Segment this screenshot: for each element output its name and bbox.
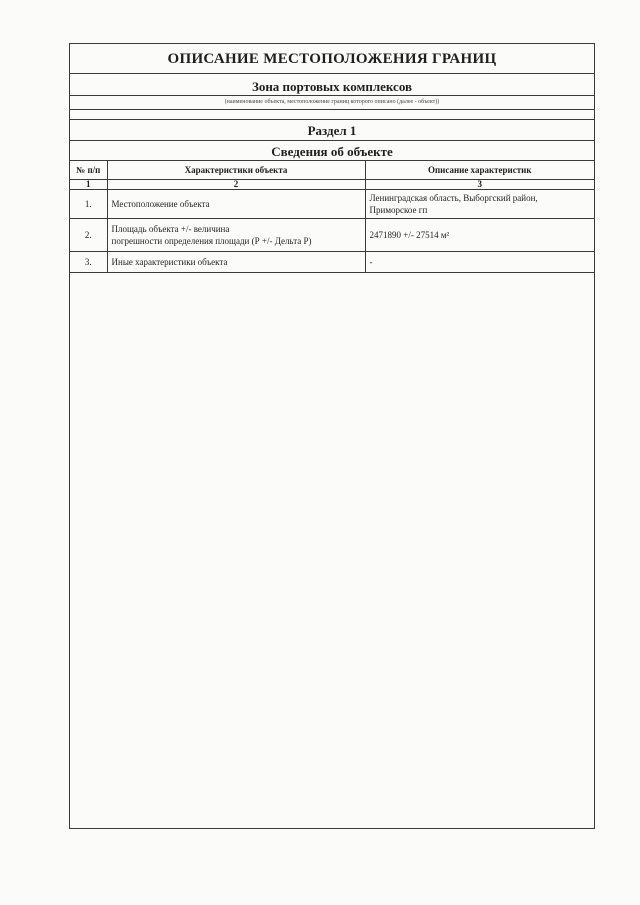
table-row (70, 219, 594, 252)
row-characteristic (107, 219, 365, 252)
column-number-row (70, 180, 594, 190)
row-description: - (365, 252, 594, 273)
table-header-row (70, 161, 594, 180)
header-number: № п/п (70, 161, 107, 180)
row-number: 1. (70, 190, 107, 219)
object-caption: (наименование объекта, местоположение границ которого описано (далее - объект)) (70, 96, 594, 110)
characteristic-line: Площадь объекта +/- величина (111, 224, 230, 234)
row-description: 2471890 +/- 27514 м² (365, 219, 594, 252)
table-row (70, 190, 594, 219)
document-title: ОПИСАНИЕ МЕСТОПОЛОЖЕНИЯ ГРАНИЦ (70, 44, 594, 74)
description-line: Ленинградская область, Выборгский район, (369, 193, 538, 203)
row-characteristic: Иные характеристики объекта (107, 252, 365, 273)
description-line: Приморское гп (369, 205, 428, 215)
object-info-table (70, 161, 594, 273)
row-description (365, 190, 594, 219)
header-characteristic: Характеристики объекта (107, 161, 365, 180)
section-title: Раздел 1 (70, 120, 594, 141)
column-number: 3 (365, 180, 594, 190)
characteristic-line: погрешности определения площади (Р +/- Дельта Р) (111, 236, 312, 246)
header-description: Описание характеристик (365, 161, 594, 180)
subsection-title: Сведения об объекте (70, 141, 594, 161)
column-number: 2 (107, 180, 365, 190)
row-number: 2. (70, 219, 107, 252)
column-number: 1 (70, 180, 107, 190)
row-number: 3. (70, 252, 107, 273)
row-characteristic: Местоположение объекта (107, 190, 365, 219)
object-name: Зона портовых комплексов (70, 74, 594, 96)
table-row (70, 252, 594, 273)
blank-row (70, 110, 594, 120)
document-frame (69, 43, 595, 829)
